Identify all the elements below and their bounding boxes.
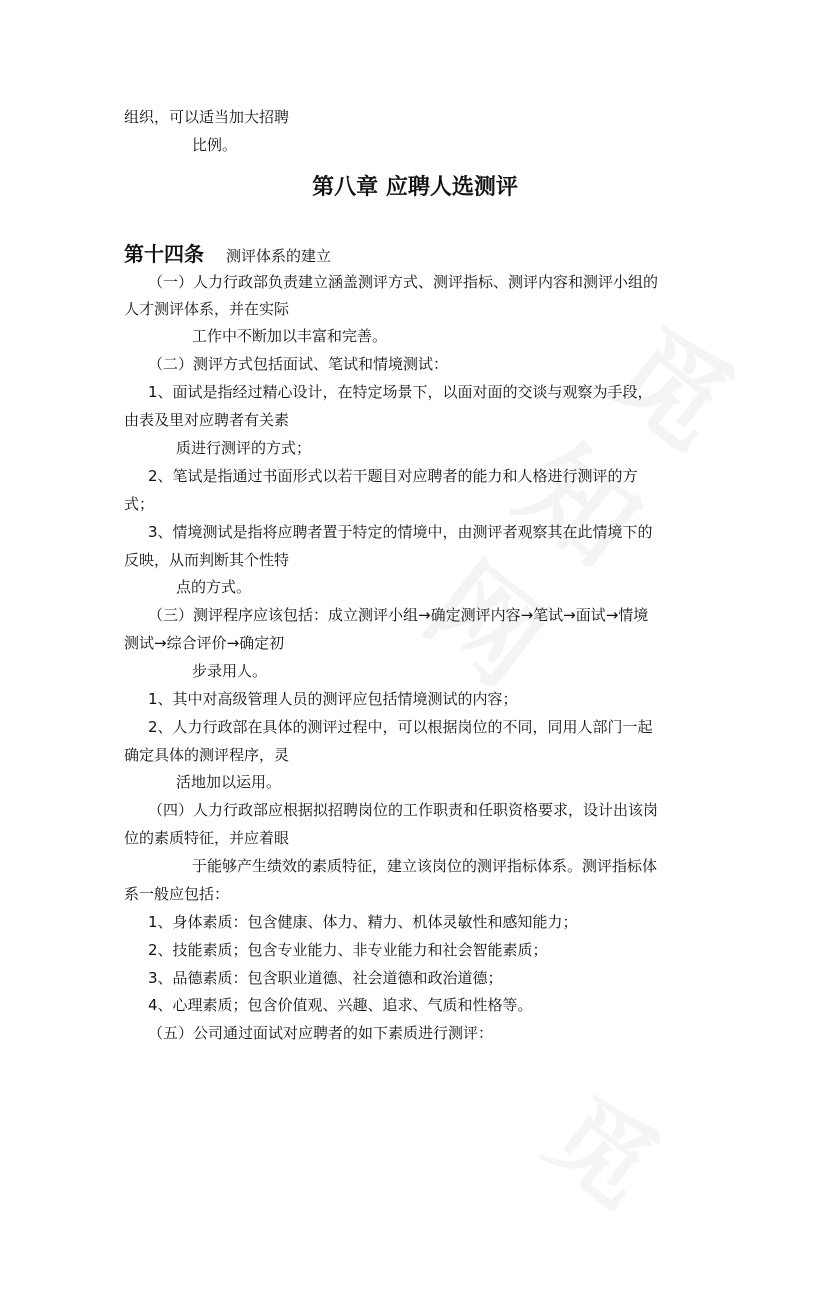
text-line: （四）人力行政部应根据拟招聘岗位的工作职责和任职资格要求，设计出该岗 — [148, 801, 659, 819]
article-number: 第十四条 — [124, 242, 204, 266]
text-line: 比例。 — [192, 136, 238, 154]
text-line: 由表及里对应聘者有关素 — [124, 411, 290, 429]
text-line: 1、面试是指经过精心设计，在特定场景下，以面对面的交谈与观察为手段， — [148, 383, 653, 401]
text-line: 步录用人。 — [192, 662, 268, 680]
text-line: 3、品德素质：包含职业道德、社会道德和政治道德； — [148, 969, 503, 987]
text-line: （五）公司通过面试对应聘者的如下素质进行测评： — [148, 1024, 494, 1042]
article-title: 测评体系的建立 — [226, 247, 332, 265]
text-line: （二）测评方式包括面试、笔试和情境测试： — [148, 355, 449, 373]
text-line: 反映，从而判断其个性特 — [124, 551, 290, 569]
text-line: 3、情境测试是指将应聘者置于特定的情境中，由测评者观察其在此情境下的 — [148, 523, 653, 541]
text-line: 系一般应包括： — [124, 885, 230, 903]
text-line: 组织，可以适当加大招聘 — [124, 108, 290, 126]
text-line: （三）测评程序应该包括：成立测评小组→确定测评内容→笔试→面试→情境 — [148, 606, 649, 624]
text-line: 工作中不断加以丰富和完善。 — [192, 327, 388, 345]
text-line: 点的方式。 — [176, 578, 252, 596]
text-line: 于能够产生绩效的素质特征，建立该岗位的测评指标体系。测评指标体 — [192, 857, 658, 875]
text-line: 活地加以运用。 — [176, 773, 282, 791]
text-line: 测试→综合评价→确定初 — [124, 634, 285, 652]
text-line: 2、笔试是指通过书面形式以若干题目对应聘者的能力和人格进行测评的方 — [148, 467, 638, 485]
text-line: 1、身体素质：包含健康、体力、精力、机体灵敏性和感知能力； — [148, 913, 578, 931]
text-line: 确定具体的测评程序，灵 — [124, 746, 290, 764]
text-line: 位的素质特征，并应着眼 — [124, 829, 290, 847]
chapter-title: 第八章 应聘人选测评 — [312, 175, 518, 200]
watermark-fragment — [471, 1064, 689, 1295]
text-line: （一）人力行政部负责建立涵盖测评方式、测评指标、测评内容和测评小组的 — [148, 273, 659, 291]
text-line: 式； — [124, 495, 155, 513]
text-line: 2、人力行政部在具体的测评过程中，可以根据岗位的不同，同用人部门一起 — [148, 718, 653, 736]
text-line: 人才测评体系，并在实际 — [124, 300, 290, 318]
text-line: 质进行测评的方式； — [176, 439, 312, 457]
text-line: 2、技能素质；包含专业能力、非专业能力和社会智能素质； — [148, 941, 548, 959]
text-line: 1、其中对高级管理人员的测评应包括情境测试的内容； — [148, 690, 518, 708]
article-heading — [124, 241, 331, 269]
text-line: 4、心理素质；包含价值观、兴趣、追求、气质和性格等。 — [148, 996, 533, 1014]
